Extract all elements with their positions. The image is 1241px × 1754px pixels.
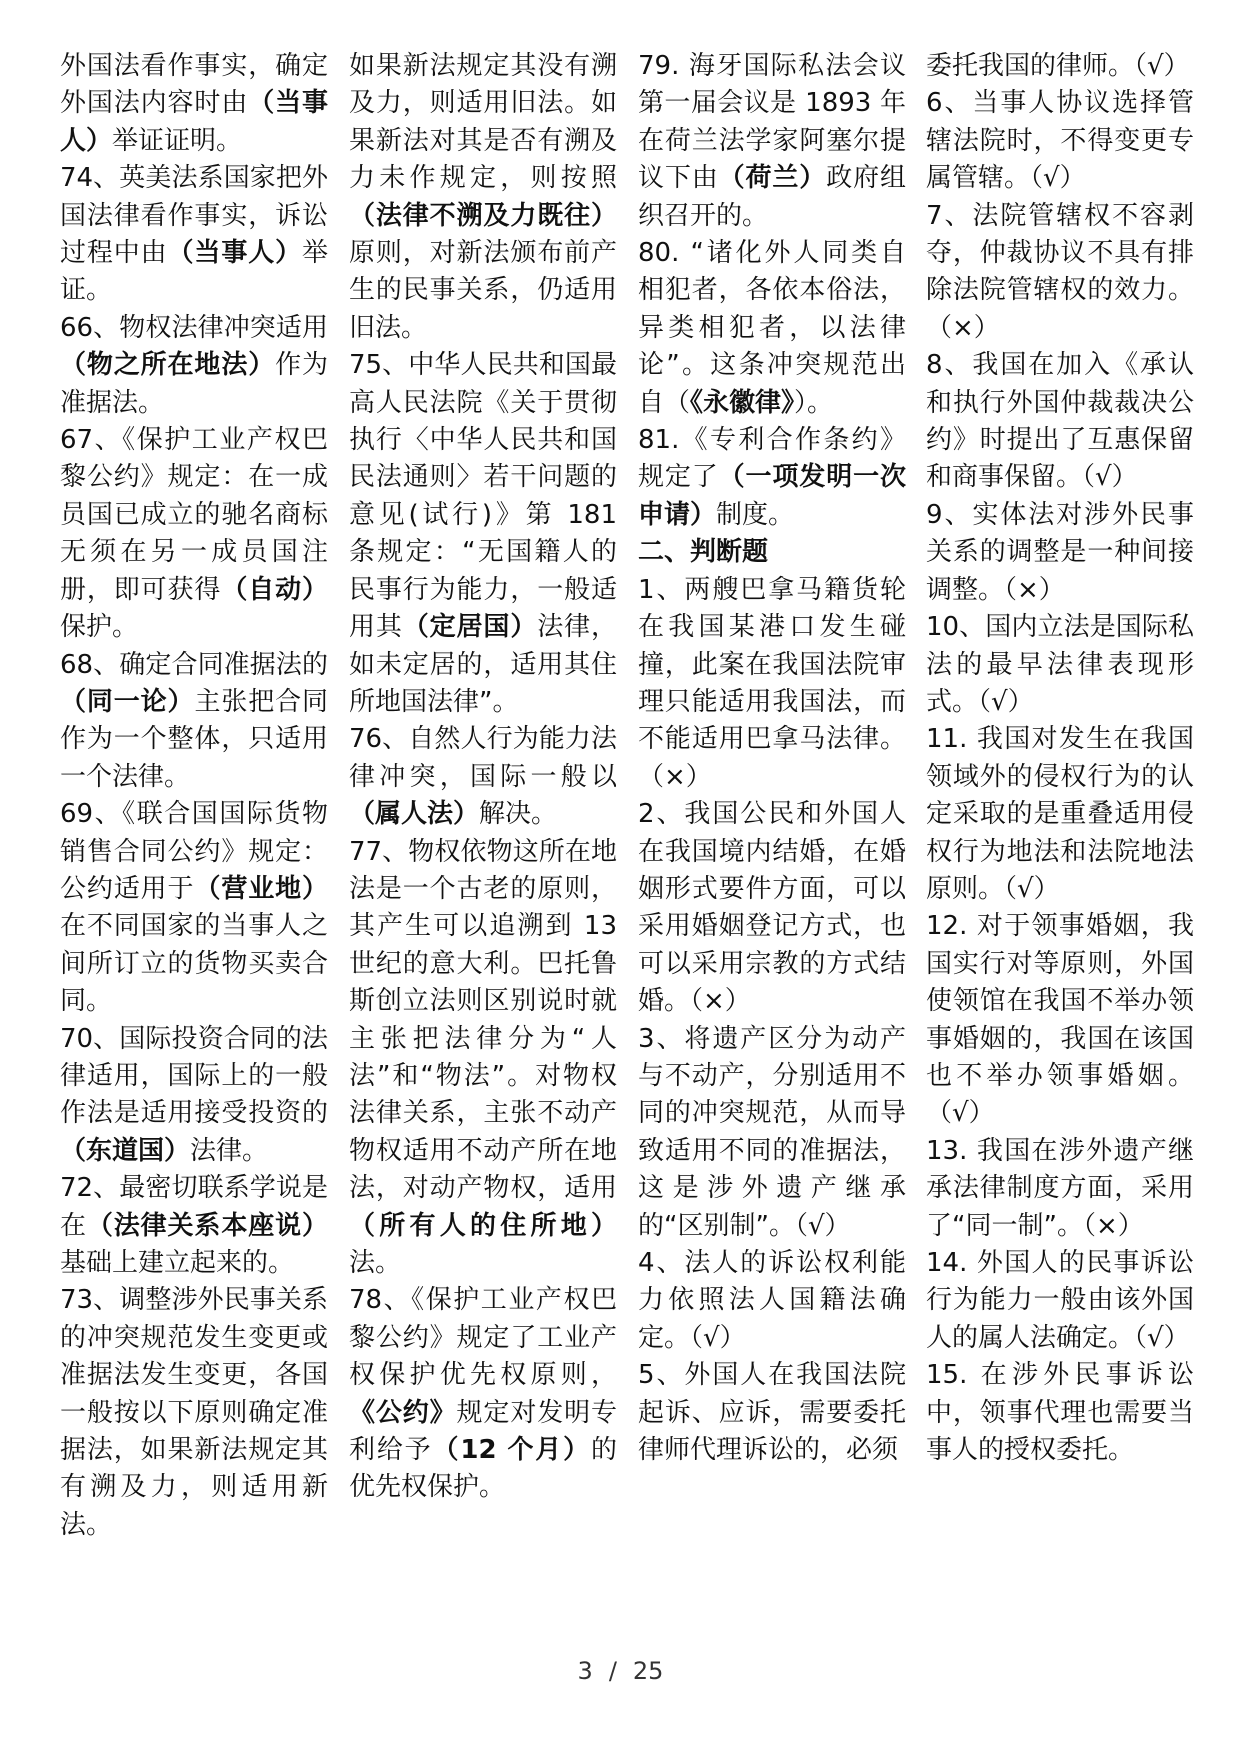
question-text: 2、我国公民和外国人在我国境内结婚，在婚姻形式要件方面，可以采用婚姻登记方式，也可以采用宗教的方式结婚。（×） [638, 799, 906, 1017]
question-text: 11. 我国对发生在我国领域外的侵权行为的认定采取的是重叠适用侵权行为地法和法院地法原则。（√） [926, 724, 1194, 904]
question-text: 76、自然人行为能力法律冲突，国际一般以 [349, 724, 617, 792]
page-number-separator: / [608, 1657, 617, 1685]
answer-text: （12 个月） [432, 1435, 591, 1466]
question-item [926, 1357, 1194, 1469]
question-item [60, 48, 328, 160]
answer-text: （营业地） [194, 873, 328, 904]
question-item [638, 1245, 906, 1357]
question-item [638, 422, 906, 534]
question-item [349, 347, 617, 721]
question-item [926, 721, 1194, 908]
question-text: 原则，对新法颁布前产生的民事关系，仍适用旧法。 [349, 238, 617, 343]
question-item [349, 48, 617, 347]
question-item [638, 1357, 906, 1469]
answer-text: （东道国） [60, 1135, 191, 1166]
question-text: 法律，如未定居的，适用其住所地国法律”。 [349, 612, 617, 717]
question-text: 72、最密切联系学说是在 [60, 1173, 328, 1241]
question-item [638, 796, 906, 1020]
question-text: 1、两艘巴拿马籍货轮在我国某港口发生碰撞，此案在我国法院审理只能适用我国法，而不能适用巴拿马法律。（×） [638, 574, 906, 792]
question-text: 70、国际投资合同的法律适用，国际上的一般作法是适用接受投资的 [60, 1023, 328, 1129]
question-text: ）。 [794, 387, 834, 418]
page-number-current: 3 [577, 1657, 593, 1685]
question-text: 69、《联合国国际货物销售合同公约》规定：公约适用于 [60, 799, 328, 904]
question-text: 主张把合同作为一个整体，只适用一个法律。 [60, 686, 328, 792]
question-text: 9、实体法对涉外民事关系的调整是一种间接调整。（×） [926, 499, 1194, 605]
question-text: 在不同国家的当事人之间所订立的货物买卖合同。 [60, 911, 328, 1017]
answer-text: （物之所在地法） [60, 350, 276, 381]
document-columns [60, 48, 1195, 1638]
answer-text: （当事人） [60, 88, 328, 156]
text-column-4 [926, 48, 1194, 1469]
question-text: 规定对发明专利给予 [349, 1397, 617, 1466]
question-item [60, 1282, 328, 1544]
question-item [349, 834, 617, 1283]
question-item [638, 572, 906, 796]
text-column-2 [349, 48, 617, 1507]
question-text: 66、物权法律冲突适用 [60, 312, 328, 343]
answer-text: （法律不溯及力既往） [349, 200, 617, 231]
question-item [60, 796, 328, 1020]
question-text: 74、英美法系国家把外国法律看作事实，诉讼过程中由 [60, 163, 328, 269]
question-text: 68、确定合同准据法的 [60, 649, 328, 680]
question-text: 15. 在涉外民事诉讼中，领事代理也需要当事人的授权委托。 [926, 1360, 1194, 1466]
question-text: 制度。 [716, 499, 795, 530]
question-text: 政府组织召开的。 [638, 163, 906, 231]
question-item [926, 1133, 1194, 1245]
question-text: 解决。 [479, 799, 558, 830]
question-text: 8、我国在加入《承认和执行外国仲裁裁决公约》时提出了互惠保留和商事保留。（√） [926, 350, 1194, 493]
question-text: 保护。 [60, 612, 139, 643]
question-text: 5、外国人在我国法院起诉、应诉，需要委托律师代理诉讼的，必须 [638, 1360, 906, 1466]
question-text: 举证。 [60, 238, 328, 306]
question-text: 基础上建立起来的。 [60, 1248, 295, 1278]
question-item [349, 1282, 617, 1506]
question-text: 法律。 [190, 1135, 269, 1166]
question-text: 12. 对于领事婚姻，我国实行对等原则，外国使领馆在我国不举办领事婚姻的，我国在该国也不举办领事婚姻。（√） [926, 911, 1194, 1129]
answer-text: （荷兰） [718, 163, 827, 194]
answer-text: （法律关系本座说） [86, 1210, 328, 1241]
question-text: 14. 外国人的民事诉讼行为能力一般由该外国人的属人法确定。（√） [926, 1248, 1194, 1353]
text-column-3 [638, 48, 906, 1469]
answer-text: 《公约》 [349, 1397, 457, 1428]
answer-text: （同一论） [60, 686, 195, 717]
page-footer [0, 1657, 1241, 1685]
question-text: 73、调整涉外民事关系的冲突规范发生变更或准据法发生变更，各国一般按以下原则确定准据法，如果新法规定其有溯及力，则适用新法。 [60, 1285, 328, 1540]
question-item [638, 1021, 906, 1245]
question-item [926, 48, 1194, 85]
question-text: 外国法看作事实，确定外国法内容时由 [60, 51, 328, 119]
question-text: 67、《保护工业产权巴黎公约》规定：在一成员国已成立的驰名商标无须在另一成员国注册，即可获得 [60, 425, 328, 605]
question-text: 的优先权保护。 [349, 1435, 617, 1503]
question-item [926, 1245, 1194, 1357]
question-text: 举证证明。 [112, 125, 243, 156]
question-item [60, 1021, 328, 1171]
question-item [926, 347, 1194, 497]
question-text: 10、国内立法是国际私法的最早法律表现形式。（√） [926, 612, 1194, 717]
answer-text: （属人法） [349, 799, 480, 830]
question-item [60, 422, 328, 646]
question-item [60, 1170, 328, 1282]
question-item [926, 497, 1194, 609]
answer-text: 《永徽律》 [690, 387, 795, 418]
answer-text: （当事人） [167, 238, 302, 269]
question-item [60, 647, 328, 797]
question-item [60, 160, 328, 310]
question-text: 78、《保护工业产权巴黎公约》规定了工业产权保护优先权原则， [349, 1285, 617, 1391]
question-item [638, 235, 906, 422]
question-item [349, 721, 617, 833]
question-text: 3、将遗产区分为动产与不动产，分别适用不同的冲突规范，从而导致适用不同的准据法，这是涉外遗产继承的“区别制”。（√） [638, 1023, 906, 1241]
question-text: 作为准据法。 [60, 350, 328, 418]
question-text: 13. 我国在涉外遗产继承法律制度方面，采用了“同一制”。（×） [926, 1135, 1194, 1241]
page-number-total: 25 [632, 1657, 664, 1685]
question-item [926, 609, 1194, 721]
question-text: 77、物权依物这所在地法是一个古老的原则，其产生可以追溯到 13 世纪的意大利。巴托鲁斯创立法则区别说时就主张把法律分为“人法”和“物法”。对物权法律关系，主张不动产物权适用不动产所在地法，对动产物权，适用 [349, 836, 617, 1204]
question-item [926, 198, 1194, 348]
question-text: 80. “诸化外人同类自相犯者，各依本俗法，异类相犯者，以法律论”。这条冲突规范出自（ [638, 238, 906, 418]
question-text: 7、法院管辖权不容剥夺，仲裁协议不具有排除法院管辖权的效力。（×） [926, 200, 1194, 343]
answer-text: 二、判断题 [638, 537, 769, 568]
question-text: 如果新法规定其没有溯及力，则适用旧法。如果新法对其是否有溯及力未作规定，则按照 [349, 51, 617, 194]
question-text: 81.《专利合作条约》规定了 [638, 425, 906, 493]
question-text: 79. 海牙国际私法会议第一届会议是 1893 年在荷兰法学家阿塞尔提议下由 [638, 51, 906, 194]
question-item [926, 85, 1194, 197]
answer-text: （所有人的住所地） [349, 1210, 617, 1241]
question-item [638, 48, 906, 235]
section-heading [638, 534, 906, 571]
answer-text: （定居国） [402, 612, 538, 643]
question-text: 6、当事人协议选择管辖法院时，不得变更专属管辖。（√） [926, 88, 1194, 194]
question-text: 委托我国的律师。（√） [926, 51, 1190, 81]
question-item [60, 310, 328, 422]
question-item [926, 908, 1194, 1132]
answer-text: （自动） [221, 574, 328, 605]
text-column-1 [60, 48, 328, 1544]
question-text: 4、法人的诉讼权利能力依照法人国籍法确定。（√） [638, 1248, 906, 1353]
question-text: 法。 [349, 1248, 402, 1278]
question-text: 75、中华人民共和国最高人民法院《关于贯彻执行〈中华人民共和国民法通则〉若干问题的意见(试行)》第 181 条规定：“无国籍人的民事行为能力，一般适用其 [349, 350, 617, 643]
answer-text: （一项发明一次申请） [638, 462, 906, 530]
